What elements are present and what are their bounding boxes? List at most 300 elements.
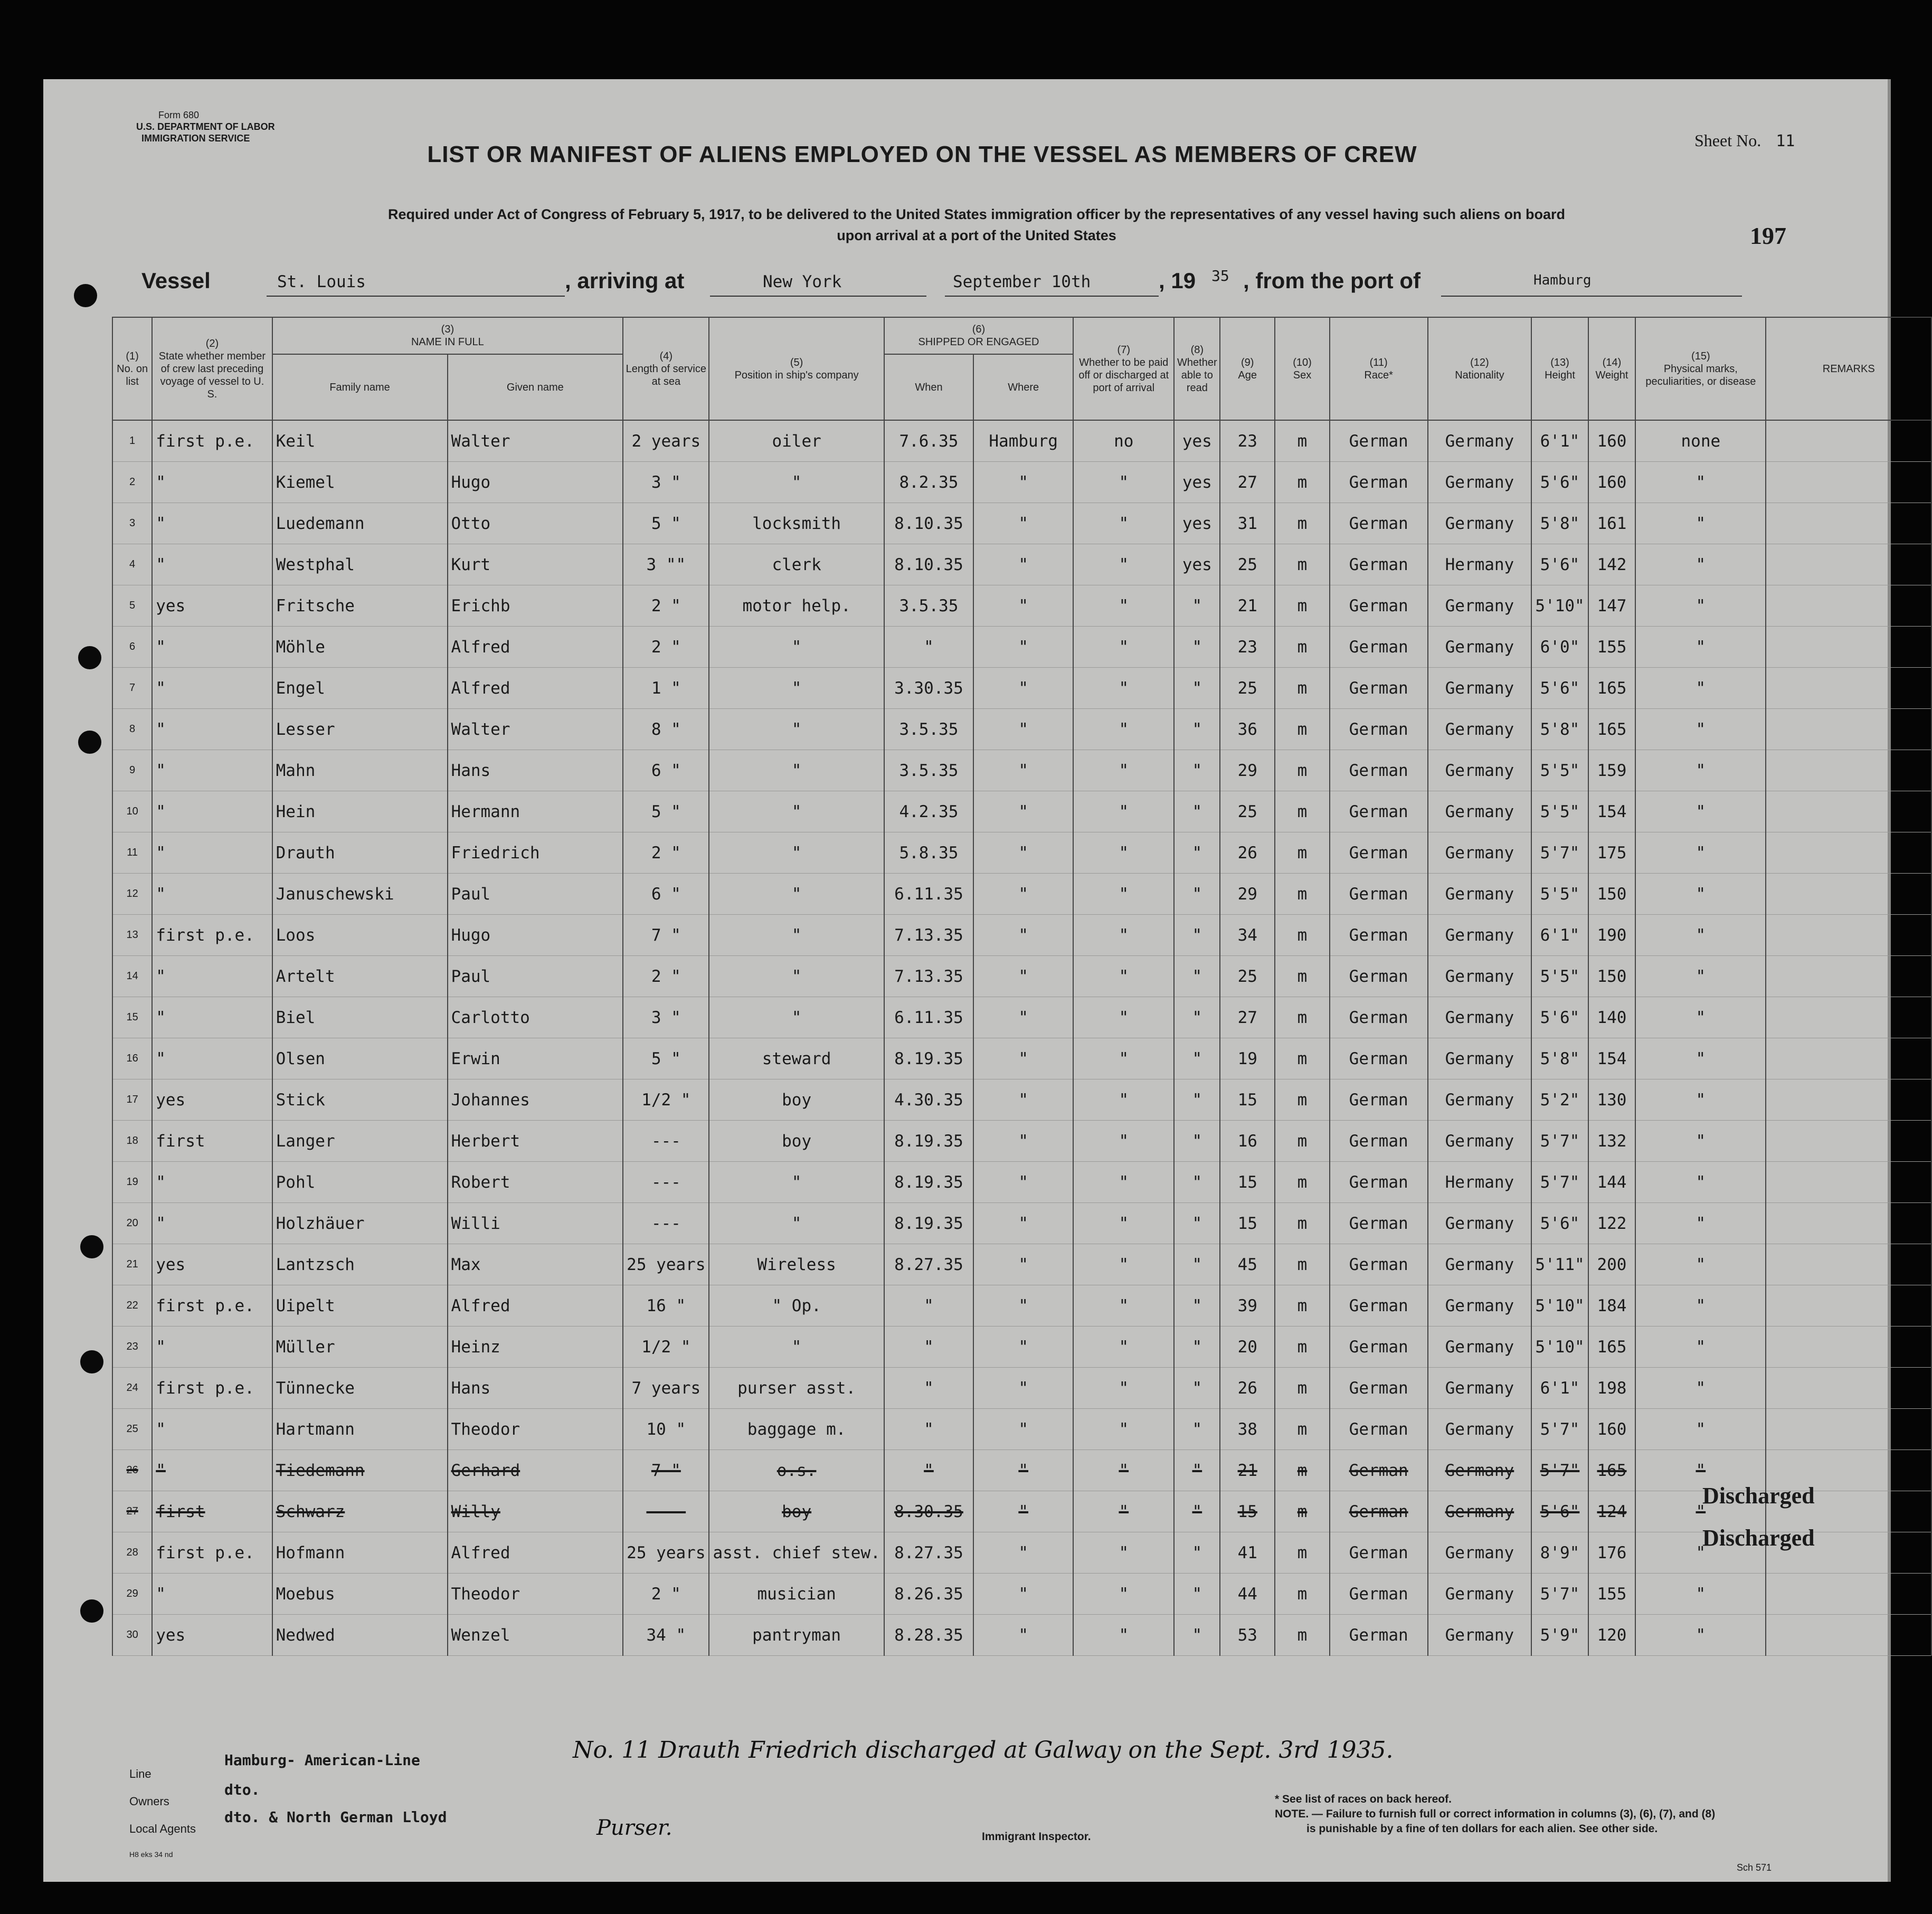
previous-voyage-cell: " bbox=[152, 627, 272, 668]
nationality-cell: Germany bbox=[1428, 997, 1532, 1038]
col-shipped-index: (6) bbox=[972, 324, 986, 335]
family-name-cell: Biel bbox=[272, 997, 448, 1038]
where-cell: " bbox=[973, 956, 1073, 997]
remarks-cell bbox=[1766, 1038, 1931, 1079]
col-age-label: Age bbox=[1238, 369, 1257, 381]
when-cell: " bbox=[884, 1326, 973, 1368]
service-cell: 2 " bbox=[623, 585, 709, 627]
col-read-label: Whether able to read bbox=[1177, 356, 1217, 394]
no-cell: 2 bbox=[112, 462, 152, 503]
col-where-header: Where bbox=[973, 354, 1073, 420]
col-weight-label: Weight bbox=[1595, 369, 1628, 381]
nationality-cell: Germany bbox=[1428, 627, 1532, 668]
given-name-cell: Erichb bbox=[448, 585, 623, 627]
col-paid-off-header bbox=[1073, 317, 1174, 420]
paid-off-cell: " bbox=[1073, 709, 1174, 750]
race-cell: German bbox=[1330, 503, 1428, 544]
no-cell: 10 bbox=[112, 791, 152, 832]
remarks-cell bbox=[1766, 585, 1931, 627]
race-cell: German bbox=[1330, 462, 1428, 503]
paid-off-cell: " bbox=[1073, 1079, 1174, 1121]
handwritten-discharge-note: No. 11 Drauth Friedrich discharged at Galway on the Sept. 3rd 1935. bbox=[573, 1737, 1394, 1764]
race-cell: German bbox=[1330, 1038, 1428, 1079]
table-row bbox=[112, 1450, 1931, 1491]
service-cell: ---- bbox=[623, 1491, 709, 1532]
col-read-index: (8) bbox=[1190, 344, 1204, 356]
remarks-cell bbox=[1766, 1615, 1931, 1656]
previous-voyage-cell: first p.e. bbox=[152, 420, 272, 462]
given-name-cell: Paul bbox=[448, 956, 623, 997]
vessel-underline bbox=[267, 296, 565, 297]
read-cell: " bbox=[1174, 750, 1220, 791]
age-cell: 23 bbox=[1220, 420, 1275, 462]
col-weight-header bbox=[1588, 317, 1636, 420]
when-cell: " bbox=[884, 1368, 973, 1409]
height-cell: 5'5" bbox=[1531, 791, 1588, 832]
col-sex-label: Sex bbox=[1293, 369, 1312, 381]
race-cell: German bbox=[1330, 1532, 1428, 1574]
marks-cell: " bbox=[1635, 956, 1766, 997]
height-cell: 6'1" bbox=[1531, 915, 1588, 956]
weight-cell: 190 bbox=[1588, 915, 1636, 956]
col-height-label: Height bbox=[1545, 369, 1575, 381]
age-cell: 27 bbox=[1220, 997, 1275, 1038]
given-name-cell: Willy bbox=[448, 1491, 623, 1532]
service-cell: 6 " bbox=[623, 874, 709, 915]
col-read-header bbox=[1174, 317, 1220, 420]
paid-off-cell: " bbox=[1073, 832, 1174, 874]
service-cell: 1/2 " bbox=[623, 1326, 709, 1368]
service-name: IMMIGRATION SERVICE bbox=[141, 133, 250, 144]
weight-cell: 165 bbox=[1588, 1450, 1636, 1491]
position-cell: " bbox=[709, 750, 884, 791]
sex-cell: m bbox=[1275, 1326, 1330, 1368]
given-name-cell: Willi bbox=[448, 1203, 623, 1244]
sex-cell: m bbox=[1275, 1038, 1330, 1079]
height-cell: 5'8" bbox=[1531, 709, 1588, 750]
given-name-cell: Johannes bbox=[448, 1079, 623, 1121]
position-cell: " bbox=[709, 874, 884, 915]
no-cell: 23 bbox=[112, 1326, 152, 1368]
family-name-cell: Artelt bbox=[272, 956, 448, 997]
position-cell: " bbox=[709, 462, 884, 503]
col-nationality-label: Nationality bbox=[1455, 369, 1504, 381]
table-row bbox=[112, 1326, 1931, 1368]
family-name-cell: Müller bbox=[272, 1326, 448, 1368]
table-row bbox=[112, 1285, 1931, 1326]
remarks-cell bbox=[1766, 544, 1931, 585]
paid-off-cell: " bbox=[1073, 1162, 1174, 1203]
age-cell: 31 bbox=[1220, 503, 1275, 544]
table-row bbox=[112, 915, 1931, 956]
paid-off-cell: " bbox=[1073, 1203, 1174, 1244]
read-cell: " bbox=[1174, 1203, 1220, 1244]
previous-voyage-cell: first p.e. bbox=[152, 915, 272, 956]
no-cell: 24 bbox=[112, 1368, 152, 1409]
family-name-cell: Luedemann bbox=[272, 503, 448, 544]
height-cell: 6'1" bbox=[1531, 420, 1588, 462]
position-cell: locksmith bbox=[709, 503, 884, 544]
nationality-cell: Germany bbox=[1428, 1203, 1532, 1244]
nationality-cell: Germany bbox=[1428, 1121, 1532, 1162]
col-sex-index: (10) bbox=[1293, 356, 1312, 368]
nationality-cell: Germany bbox=[1428, 462, 1532, 503]
from-port: Hamburg bbox=[1533, 272, 1592, 288]
remarks-cell bbox=[1766, 1079, 1931, 1121]
page-title: LIST OR MANIFEST OF ALIENS EMPLOYED ON THE VESSEL AS MEMBERS OF CREW bbox=[427, 141, 1417, 167]
where-cell: " bbox=[973, 1285, 1073, 1326]
sex-cell: m bbox=[1275, 1491, 1330, 1532]
sheet-number-value: 11 bbox=[1776, 132, 1795, 150]
remarks-cell bbox=[1766, 1121, 1931, 1162]
nationality-cell: Germany bbox=[1428, 709, 1532, 750]
marks-cell: " bbox=[1635, 544, 1766, 585]
sex-cell: m bbox=[1275, 709, 1330, 750]
weight-cell: 120 bbox=[1588, 1615, 1636, 1656]
race-cell: German bbox=[1330, 1079, 1428, 1121]
service-cell: 7 " bbox=[623, 1450, 709, 1491]
weight-cell: 160 bbox=[1588, 420, 1636, 462]
previous-voyage-cell: first p.e. bbox=[152, 1285, 272, 1326]
service-cell: 2 " bbox=[623, 1574, 709, 1615]
height-cell: 5'5" bbox=[1531, 874, 1588, 915]
no-cell: 22 bbox=[112, 1285, 152, 1326]
weight-cell: 160 bbox=[1588, 462, 1636, 503]
where-cell: " bbox=[973, 668, 1073, 709]
paid-off-cell: " bbox=[1073, 1574, 1174, 1615]
where-cell: " bbox=[973, 1121, 1073, 1162]
table-row bbox=[112, 462, 1931, 503]
race-cell: German bbox=[1330, 874, 1428, 915]
no-cell: 4 bbox=[112, 544, 152, 585]
paid-off-cell: " bbox=[1073, 503, 1174, 544]
age-cell: 53 bbox=[1220, 1615, 1275, 1656]
weight-cell: 198 bbox=[1588, 1368, 1636, 1409]
read-cell: " bbox=[1174, 1121, 1220, 1162]
given-name-cell: Theodor bbox=[448, 1409, 623, 1450]
table-row bbox=[112, 1244, 1931, 1285]
no-cell: 5 bbox=[112, 585, 152, 627]
nationality-cell: Germany bbox=[1428, 1326, 1532, 1368]
age-cell: 16 bbox=[1220, 1121, 1275, 1162]
sex-cell: m bbox=[1275, 956, 1330, 997]
age-cell: 36 bbox=[1220, 709, 1275, 750]
when-cell: " bbox=[884, 1450, 973, 1491]
when-cell: 5.8.35 bbox=[884, 832, 973, 874]
weight-cell: 161 bbox=[1588, 503, 1636, 544]
paid-off-cell: " bbox=[1073, 915, 1174, 956]
table-row bbox=[112, 1162, 1931, 1203]
nationality-cell: Germany bbox=[1428, 1079, 1532, 1121]
weight-cell: 165 bbox=[1588, 668, 1636, 709]
sex-cell: m bbox=[1275, 544, 1330, 585]
local-agents-label: Local Agents bbox=[129, 1822, 196, 1835]
remarks-cell bbox=[1766, 791, 1931, 832]
weight-cell: 140 bbox=[1588, 997, 1636, 1038]
height-cell: 5'6" bbox=[1531, 544, 1588, 585]
family-name-cell: Keil bbox=[272, 420, 448, 462]
purser-signature: Purser. bbox=[596, 1816, 673, 1840]
race-cell: German bbox=[1330, 956, 1428, 997]
weight-cell: 142 bbox=[1588, 544, 1636, 585]
read-cell: " bbox=[1174, 627, 1220, 668]
col-service-index: (4) bbox=[659, 350, 673, 362]
remarks-cell bbox=[1766, 1203, 1931, 1244]
where-cell: " bbox=[973, 1038, 1073, 1079]
previous-voyage-cell: " bbox=[152, 791, 272, 832]
height-cell: 5'5" bbox=[1531, 956, 1588, 997]
when-cell: 8.10.35 bbox=[884, 503, 973, 544]
previous-voyage-cell: " bbox=[152, 462, 272, 503]
col-previous-voyage-index: (2) bbox=[205, 337, 219, 349]
family-name-cell: Langer bbox=[272, 1121, 448, 1162]
discharged-note-row-26: Discharged bbox=[1702, 1483, 1815, 1509]
when-cell: 8.26.35 bbox=[884, 1574, 973, 1615]
weight-cell: 150 bbox=[1588, 874, 1636, 915]
weight-cell: 155 bbox=[1588, 1574, 1636, 1615]
service-cell: 1 " bbox=[623, 668, 709, 709]
marks-cell: " bbox=[1635, 874, 1766, 915]
department-name: U.S. DEPARTMENT OF LABOR bbox=[136, 121, 275, 132]
col-marks-label: Physical marks, peculiarities, or disease bbox=[1645, 363, 1756, 387]
family-name-cell: Möhle bbox=[272, 627, 448, 668]
height-cell: 6'1" bbox=[1531, 1368, 1588, 1409]
position-cell: oiler bbox=[709, 420, 884, 462]
col-shipped-label: SHIPPED OR ENGAGED bbox=[918, 336, 1039, 348]
given-name-cell: Paul bbox=[448, 874, 623, 915]
vessel-name: St. Louis bbox=[277, 272, 366, 291]
height-cell: 5'8" bbox=[1531, 1038, 1588, 1079]
read-cell: " bbox=[1174, 1244, 1220, 1285]
family-name-cell: Olsen bbox=[272, 1038, 448, 1079]
where-cell: " bbox=[973, 1079, 1073, 1121]
table-row bbox=[112, 1532, 1931, 1574]
punch-hole bbox=[78, 646, 101, 669]
age-cell: 26 bbox=[1220, 1368, 1275, 1409]
height-cell: 5'6" bbox=[1531, 668, 1588, 709]
paid-off-cell: " bbox=[1073, 874, 1174, 915]
age-cell: 15 bbox=[1220, 1079, 1275, 1121]
arriving-label: , arriving at bbox=[565, 268, 685, 293]
given-name-cell: Erwin bbox=[448, 1038, 623, 1079]
remarks-cell bbox=[1766, 1574, 1931, 1615]
when-cell: 7.13.35 bbox=[884, 915, 973, 956]
print-code: H8 eks 34 nd bbox=[129, 1850, 173, 1859]
col-race-header bbox=[1330, 317, 1428, 420]
read-cell: " bbox=[1174, 1326, 1220, 1368]
read-cell: " bbox=[1174, 956, 1220, 997]
height-cell: 5'6" bbox=[1531, 997, 1588, 1038]
sex-cell: m bbox=[1275, 668, 1330, 709]
position-cell: boy bbox=[709, 1121, 884, 1162]
race-cell: German bbox=[1330, 1450, 1428, 1491]
remarks-cell bbox=[1766, 997, 1931, 1038]
marks-cell: " bbox=[1635, 791, 1766, 832]
no-cell: 9 bbox=[112, 750, 152, 791]
where-cell: " bbox=[973, 544, 1073, 585]
when-cell: 8.28.35 bbox=[884, 1615, 973, 1656]
no-cell: 12 bbox=[112, 874, 152, 915]
arriving-underline bbox=[710, 296, 926, 297]
col-given-name-header: Given name bbox=[448, 354, 623, 420]
weight-cell: 130 bbox=[1588, 1079, 1636, 1121]
service-cell: 3 "" bbox=[623, 544, 709, 585]
col-remarks-label: REMARKS bbox=[1822, 363, 1875, 375]
from-port-underline bbox=[1441, 296, 1742, 297]
read-cell: " bbox=[1174, 1615, 1220, 1656]
marks-cell: " bbox=[1635, 1121, 1766, 1162]
position-cell: boy bbox=[709, 1491, 884, 1532]
race-cell: German bbox=[1330, 915, 1428, 956]
nationality-cell: Germany bbox=[1428, 1285, 1532, 1326]
remarks-cell bbox=[1766, 627, 1931, 668]
service-cell: 2 " bbox=[623, 956, 709, 997]
owners-value: dto. bbox=[224, 1781, 260, 1798]
family-name-cell: Januschewski bbox=[272, 874, 448, 915]
race-cell: German bbox=[1330, 420, 1428, 462]
punch-hole bbox=[74, 284, 97, 307]
table-row bbox=[112, 1574, 1931, 1615]
race-cell: German bbox=[1330, 1409, 1428, 1450]
family-name-cell: Nedwed bbox=[272, 1615, 448, 1656]
height-cell: 5'6" bbox=[1531, 1203, 1588, 1244]
col-position-label: Position in ship's company bbox=[734, 369, 859, 381]
marks-cell: " bbox=[1635, 997, 1766, 1038]
sheet-number-label: Sheet No. bbox=[1694, 131, 1761, 150]
age-cell: 25 bbox=[1220, 791, 1275, 832]
read-cell: yes bbox=[1174, 420, 1220, 462]
read-cell: " bbox=[1174, 1038, 1220, 1079]
service-cell: 10 " bbox=[623, 1409, 709, 1450]
table-row bbox=[112, 503, 1931, 544]
paid-off-cell: no bbox=[1073, 420, 1174, 462]
remarks-cell bbox=[1766, 420, 1931, 462]
no-cell: 26 bbox=[112, 1450, 152, 1491]
age-cell: 44 bbox=[1220, 1574, 1275, 1615]
race-cell: German bbox=[1330, 1574, 1428, 1615]
race-cell: German bbox=[1330, 750, 1428, 791]
table-row bbox=[112, 420, 1931, 462]
position-cell: " bbox=[709, 1203, 884, 1244]
age-cell: 15 bbox=[1220, 1491, 1275, 1532]
paid-off-cell: " bbox=[1073, 956, 1174, 997]
service-cell: 2 " bbox=[623, 627, 709, 668]
where-cell: " bbox=[973, 832, 1073, 874]
col-name-header bbox=[272, 317, 623, 354]
age-cell: 20 bbox=[1220, 1326, 1275, 1368]
service-cell: 7 years bbox=[623, 1368, 709, 1409]
nationality-cell: Germany bbox=[1428, 420, 1532, 462]
marks-cell: " bbox=[1635, 1532, 1766, 1574]
when-cell: 6.11.35 bbox=[884, 997, 973, 1038]
col-race-index: (11) bbox=[1369, 356, 1388, 368]
remarks-cell bbox=[1766, 1162, 1931, 1203]
marks-cell: " bbox=[1635, 750, 1766, 791]
col-weight-index: (14) bbox=[1602, 356, 1622, 368]
remarks-cell bbox=[1766, 874, 1931, 915]
given-name-cell: Alfred bbox=[448, 1285, 623, 1326]
previous-voyage-cell: " bbox=[152, 709, 272, 750]
race-cell: German bbox=[1330, 1285, 1428, 1326]
paid-off-cell: " bbox=[1073, 1615, 1174, 1656]
age-cell: 39 bbox=[1220, 1285, 1275, 1326]
remarks-cell bbox=[1766, 915, 1931, 956]
marks-cell: " bbox=[1635, 1079, 1766, 1121]
marks-cell: " bbox=[1635, 915, 1766, 956]
when-cell: 8.19.35 bbox=[884, 1121, 973, 1162]
family-name-cell: Hartmann bbox=[272, 1409, 448, 1450]
nationality-cell: Germany bbox=[1428, 1574, 1532, 1615]
service-cell: 5 " bbox=[623, 503, 709, 544]
position-cell: musician bbox=[709, 1574, 884, 1615]
weight-cell: 147 bbox=[1588, 585, 1636, 627]
when-cell: 3.5.35 bbox=[884, 585, 973, 627]
nationality-cell: Germany bbox=[1428, 1491, 1532, 1532]
punch-hole bbox=[80, 1350, 103, 1373]
age-cell: 25 bbox=[1220, 956, 1275, 997]
paid-off-cell: " bbox=[1073, 1121, 1174, 1162]
race-cell: German bbox=[1330, 709, 1428, 750]
race-cell: German bbox=[1330, 1162, 1428, 1203]
table-row bbox=[112, 791, 1931, 832]
race-cell: German bbox=[1330, 585, 1428, 627]
read-cell: yes bbox=[1174, 462, 1220, 503]
height-cell: 5'7" bbox=[1531, 1450, 1588, 1491]
col-number-label: No. on list bbox=[117, 363, 148, 387]
family-name-cell: Moebus bbox=[272, 1574, 448, 1615]
nationality-cell: Germany bbox=[1428, 1532, 1532, 1574]
remarks-cell bbox=[1766, 750, 1931, 791]
race-cell: German bbox=[1330, 1491, 1428, 1532]
col-previous-voyage-header bbox=[152, 317, 272, 420]
table-row bbox=[112, 1038, 1931, 1079]
read-cell: " bbox=[1174, 874, 1220, 915]
col-age-index: (9) bbox=[1241, 356, 1254, 368]
previous-voyage-cell: yes bbox=[152, 1079, 272, 1121]
page-subtitle bbox=[296, 204, 1658, 246]
col-when-header: When bbox=[884, 354, 973, 420]
no-cell: 14 bbox=[112, 956, 152, 997]
family-name-cell: Uipelt bbox=[272, 1285, 448, 1326]
punch-hole bbox=[78, 731, 101, 754]
family-name-cell: Pohl bbox=[272, 1162, 448, 1203]
age-cell: 19 bbox=[1220, 1038, 1275, 1079]
family-name-cell: Engel bbox=[272, 668, 448, 709]
table-row bbox=[112, 997, 1931, 1038]
remarks-cell bbox=[1766, 1409, 1931, 1450]
marks-cell: " bbox=[1635, 709, 1766, 750]
race-cell: German bbox=[1330, 1244, 1428, 1285]
race-cell: German bbox=[1330, 1121, 1428, 1162]
col-paid-off-index: (7) bbox=[1117, 344, 1130, 356]
arriving-port: New York bbox=[763, 272, 842, 291]
remarks-cell bbox=[1766, 1326, 1931, 1368]
table-row bbox=[112, 874, 1931, 915]
marks-cell: " bbox=[1635, 1450, 1766, 1491]
position-cell: purser asst. bbox=[709, 1368, 884, 1409]
where-cell: " bbox=[973, 585, 1073, 627]
remarks-cell bbox=[1766, 503, 1931, 544]
position-cell: pantryman bbox=[709, 1615, 884, 1656]
marks-cell: " bbox=[1635, 1574, 1766, 1615]
weight-cell: 132 bbox=[1588, 1121, 1636, 1162]
when-cell: 3.30.35 bbox=[884, 668, 973, 709]
col-paid-off-label: Whether to be paid off or discharged at port of arrival bbox=[1078, 356, 1169, 394]
date-underline bbox=[945, 296, 1159, 297]
no-cell: 21 bbox=[112, 1244, 152, 1285]
table-row bbox=[112, 1368, 1931, 1409]
family-name-cell: Lantzsch bbox=[272, 1244, 448, 1285]
